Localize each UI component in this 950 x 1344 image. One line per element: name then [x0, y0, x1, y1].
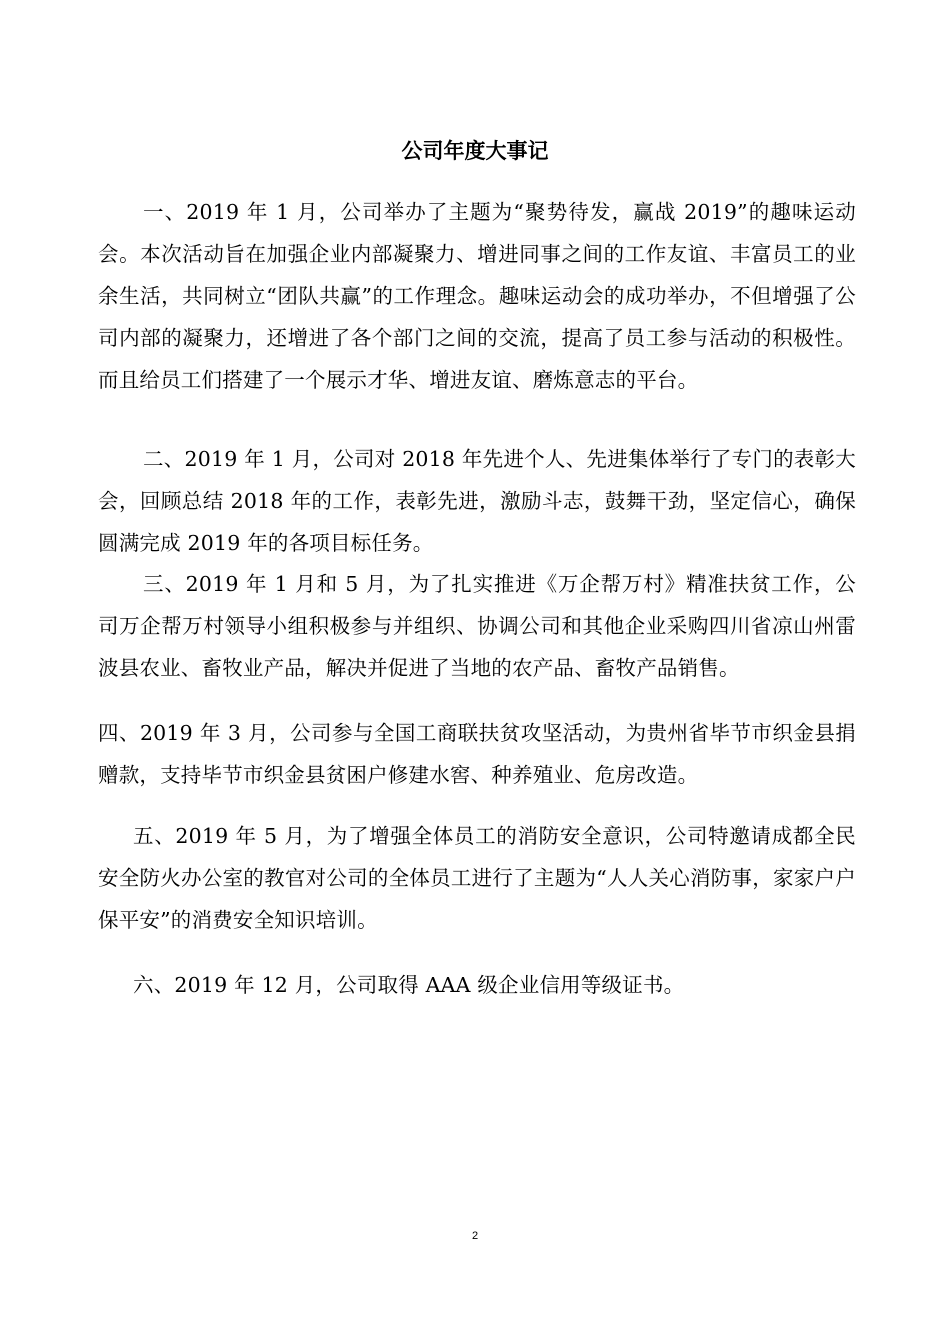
paragraph-5: 五、2019 年 5 月，为了增强全体员工的消防安全意识，公司特邀请成都全民安全防火办公室的教官对公司的全体员工进行了主题为“人人关心消防事，家家户户保平安”的消费安全知识培训。 — [98, 824, 856, 932]
paragraph-3: 三、2019 年 1 月和 5 月，为了扎实推进《万企帮万村》精准扶贫工作，公司万企帮万村领导小组积极参与并组织、协调公司和其他企业采购四川省凉山州雷波县农业、畜牧业产品，解决并促进了当地的农产品、畜牧产品销售。 — [98, 572, 856, 680]
page-number: 2 — [471, 1230, 479, 1242]
paragraph-6: 六、2019 年 12 月，公司取得 AAA 级企业信用等级证书。 — [133, 973, 685, 997]
document-title: 公司年度大事记 — [401, 139, 549, 163]
paragraph-4: 四、2019 年 3 月，公司参与全国工商联扶贫攻坚活动，为贵州省毕节市织金县捐赠款，支持毕节市织金县贫困户修建水窖、种养殖业、危房改造。 — [98, 721, 856, 787]
paragraph-1: 一、2019 年 1 月，公司举办了主题为“聚势待发，赢战 2019”的趣味运动会。本次活动旨在加强企业内部凝聚力、增进同事之间的工作友谊、丰富员工的业余生活，共同树立“团队共赢”的工作理念。趣味运动会的成功举办，不但增强了公司内部的凝聚力，还增进了各个部门之间的交流，提高了员工参与活动的积极性。而且给员工们搭建了一个展示才华、增进友谊、磨炼意志的平台。 — [98, 200, 856, 392]
paragraph-2: 二、2019 年 1 月，公司对 2018 年先进个人、先进集体举行了专门的表彰大会，回顾总结 2018 年的工作，表彰先进，激励斗志，鼓舞干劲，坚定信心，确保圆满完成 2019 年的各项目标任务。 — [98, 447, 856, 555]
